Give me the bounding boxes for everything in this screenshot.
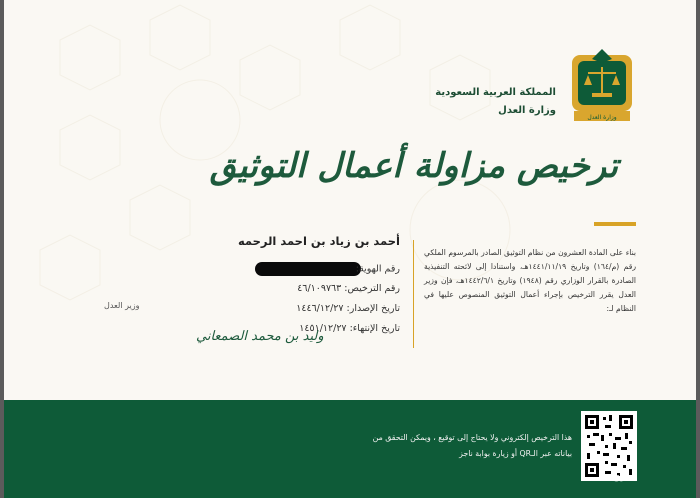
verification-note — [312, 430, 572, 462]
issue-date-label: تاريخ الإصدار: — [346, 303, 400, 314]
id-number-label: رقم الهوية: — [355, 263, 400, 275]
id-number-row — [255, 262, 400, 276]
certificate-title: ترخيص مزاولة أعمال التوثيق — [209, 146, 618, 186]
frame-right-edge — [696, 0, 700, 498]
haraj-watermark: حراج — [613, 472, 632, 482]
issue-date-value: ١٤٤٦/١٢/٢٧ — [296, 303, 344, 314]
ministry-name: وزارة العدل — [498, 105, 556, 116]
verification-line-2: بياناته عبر الـQR أو زيارة بوابة ناجز — [459, 449, 572, 458]
signature-text: وليد بن محمد الصمعاني — [196, 329, 324, 344]
country-name: المملكة العربية السعودية — [435, 87, 556, 98]
legal-preamble: بناء على المادة العشرون من نظام التوثيق الصادر بالمرسوم الملكي رقم (م/١٦٤) وتاريخ ١٤٤١/١١/١٩هـ، واستنادا إلى لائحته التنفيذية الصادرة بالقرار الوزاري رقم (١٩٤٨) وتاريخ ١٤٤٢/٦/١هـ، فإن وزير العدل يقرر الترخيص بإجراء أعمال التوثيق المنصوص عليها في النظام لـ: — [424, 248, 636, 313]
title-underline — [594, 222, 636, 226]
expiry-date-value: ١٤٥١/١٢/٢٧ — [299, 323, 347, 334]
qr-pattern — [583, 413, 635, 479]
expiry-date-label: تاريخ الإنتهاء: — [349, 323, 400, 334]
license-number-row — [297, 283, 400, 294]
column-divider — [413, 240, 414, 348]
redacted-id — [255, 262, 361, 276]
license-number-value: ٤٦/١٠٩٧٦٣ — [297, 283, 342, 294]
frame-left-edge — [0, 0, 4, 498]
ministry-of-justice-emblem — [568, 45, 636, 123]
holder-name: أحمد بن زياد بن احمد الرحمه — [237, 234, 400, 248]
ministry-header — [435, 84, 556, 120]
minister-title: وزير العدل — [104, 301, 140, 310]
issue-date-row — [296, 303, 400, 314]
license-number-label: رقم الترخيص: — [344, 283, 400, 294]
verification-line-1: هذا الترخيص إلكتروني ولا يحتاج إلى توقيع ، ويمكن التحقق من — [372, 433, 572, 442]
qr-code[interactable] — [581, 411, 637, 481]
emblem-label: وزارة العدل — [587, 114, 617, 121]
